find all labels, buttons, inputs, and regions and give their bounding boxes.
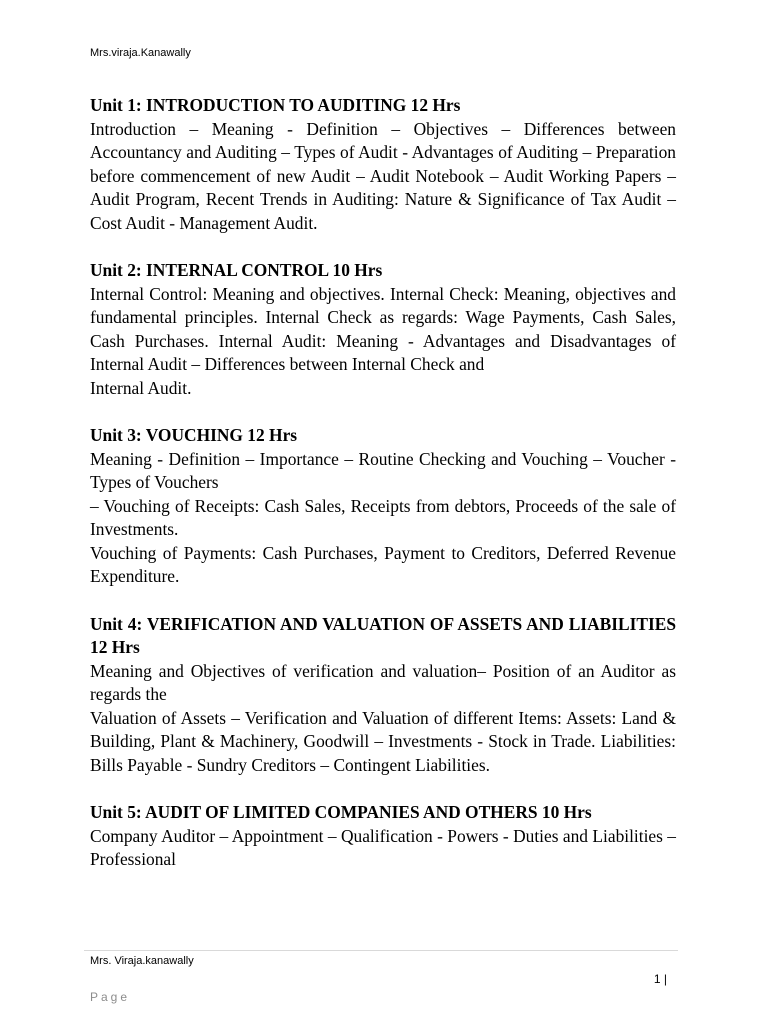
unit-3 <box>90 424 676 589</box>
unit-2-title: Unit 2: INTERNAL CONTROL 10 Hrs <box>90 260 383 280</box>
unit-3-paragraph: – Vouching of Receipts: Cash Sales, Receipts from debtors, Proceeds of the sale of Investments. <box>90 495 676 539</box>
unit-5 <box>90 801 676 872</box>
unit-4 <box>90 613 676 778</box>
footer-author: Mrs. Viraja.kanawally <box>90 955 194 967</box>
unit-5-title: Unit 5: AUDIT OF LIMITED COMPANIES AND OTHERS 10 Hrs <box>90 802 592 822</box>
unit-1 <box>90 94 676 235</box>
unit-2-paragraph: Internal Control: Meaning and objectives. Internal Check: Meaning, objectives and fundamental principles. Internal Check as regards: Wage Payments, Cash Sales, Cash Purchases. Internal Audit: Meaning - Advantages and Disadvantages of Internal Audit – Differences between Internal Check and <box>90 283 676 374</box>
unit-3-title: Unit 3: VOUCHING 12 Hrs <box>90 425 298 445</box>
running-header: Mrs.viraja.Kanawally <box>90 47 191 59</box>
unit-1-title: Unit 1: INTRODUCTION TO AUDITING 12 Hrs <box>90 95 461 115</box>
unit-2-paragraph: Internal Audit. <box>90 377 192 398</box>
page-number: 1 | <box>653 972 667 986</box>
page-label: Page <box>90 990 131 1004</box>
unit-4-paragraph: Valuation of Assets – Verification and Valuation of different Items: Assets: Land & Building, Plant & Machinery, Goodwill – Investments - Stock in Trade. Liabilities: Bills Payable - Sundry Creditors – Contingent Liabilities. <box>90 707 676 775</box>
unit-2 <box>90 259 676 400</box>
unit-4-paragraph: Meaning and Objectives of verification and valuation– Position of an Auditor as regards the <box>90 660 676 704</box>
unit-5-paragraph: Company Auditor – Appointment – Qualification - Powers - Duties and Liabilities – Professional <box>90 825 676 869</box>
unit-3-paragraph: Meaning - Definition – Importance – Routine Checking and Vouching – Voucher -Types of Vouchers <box>90 448 676 492</box>
syllabus-content <box>90 94 676 896</box>
unit-3-paragraph: Vouching of Payments: Cash Purchases, Payment to Creditors, Deferred Revenue Expenditure. <box>90 542 676 586</box>
unit-4-title: Unit 4: VERIFICATION AND VALUATION OF ASSETS AND LIABILITIES 12 Hrs <box>90 613 676 657</box>
footer-divider <box>84 950 678 951</box>
unit-1-paragraph: Introduction – Meaning - Definition – Objectives – Differences between Accountancy and Auditing – Types of Audit - Advantages of Auditing – Preparation before commencement of new Audit – Audit Notebook – Audit Working Papers – Audit Program, Recent Trends in Auditing: Nature & Significance of Tax Audit – Cost Audit - Management Audit. <box>90 118 676 233</box>
